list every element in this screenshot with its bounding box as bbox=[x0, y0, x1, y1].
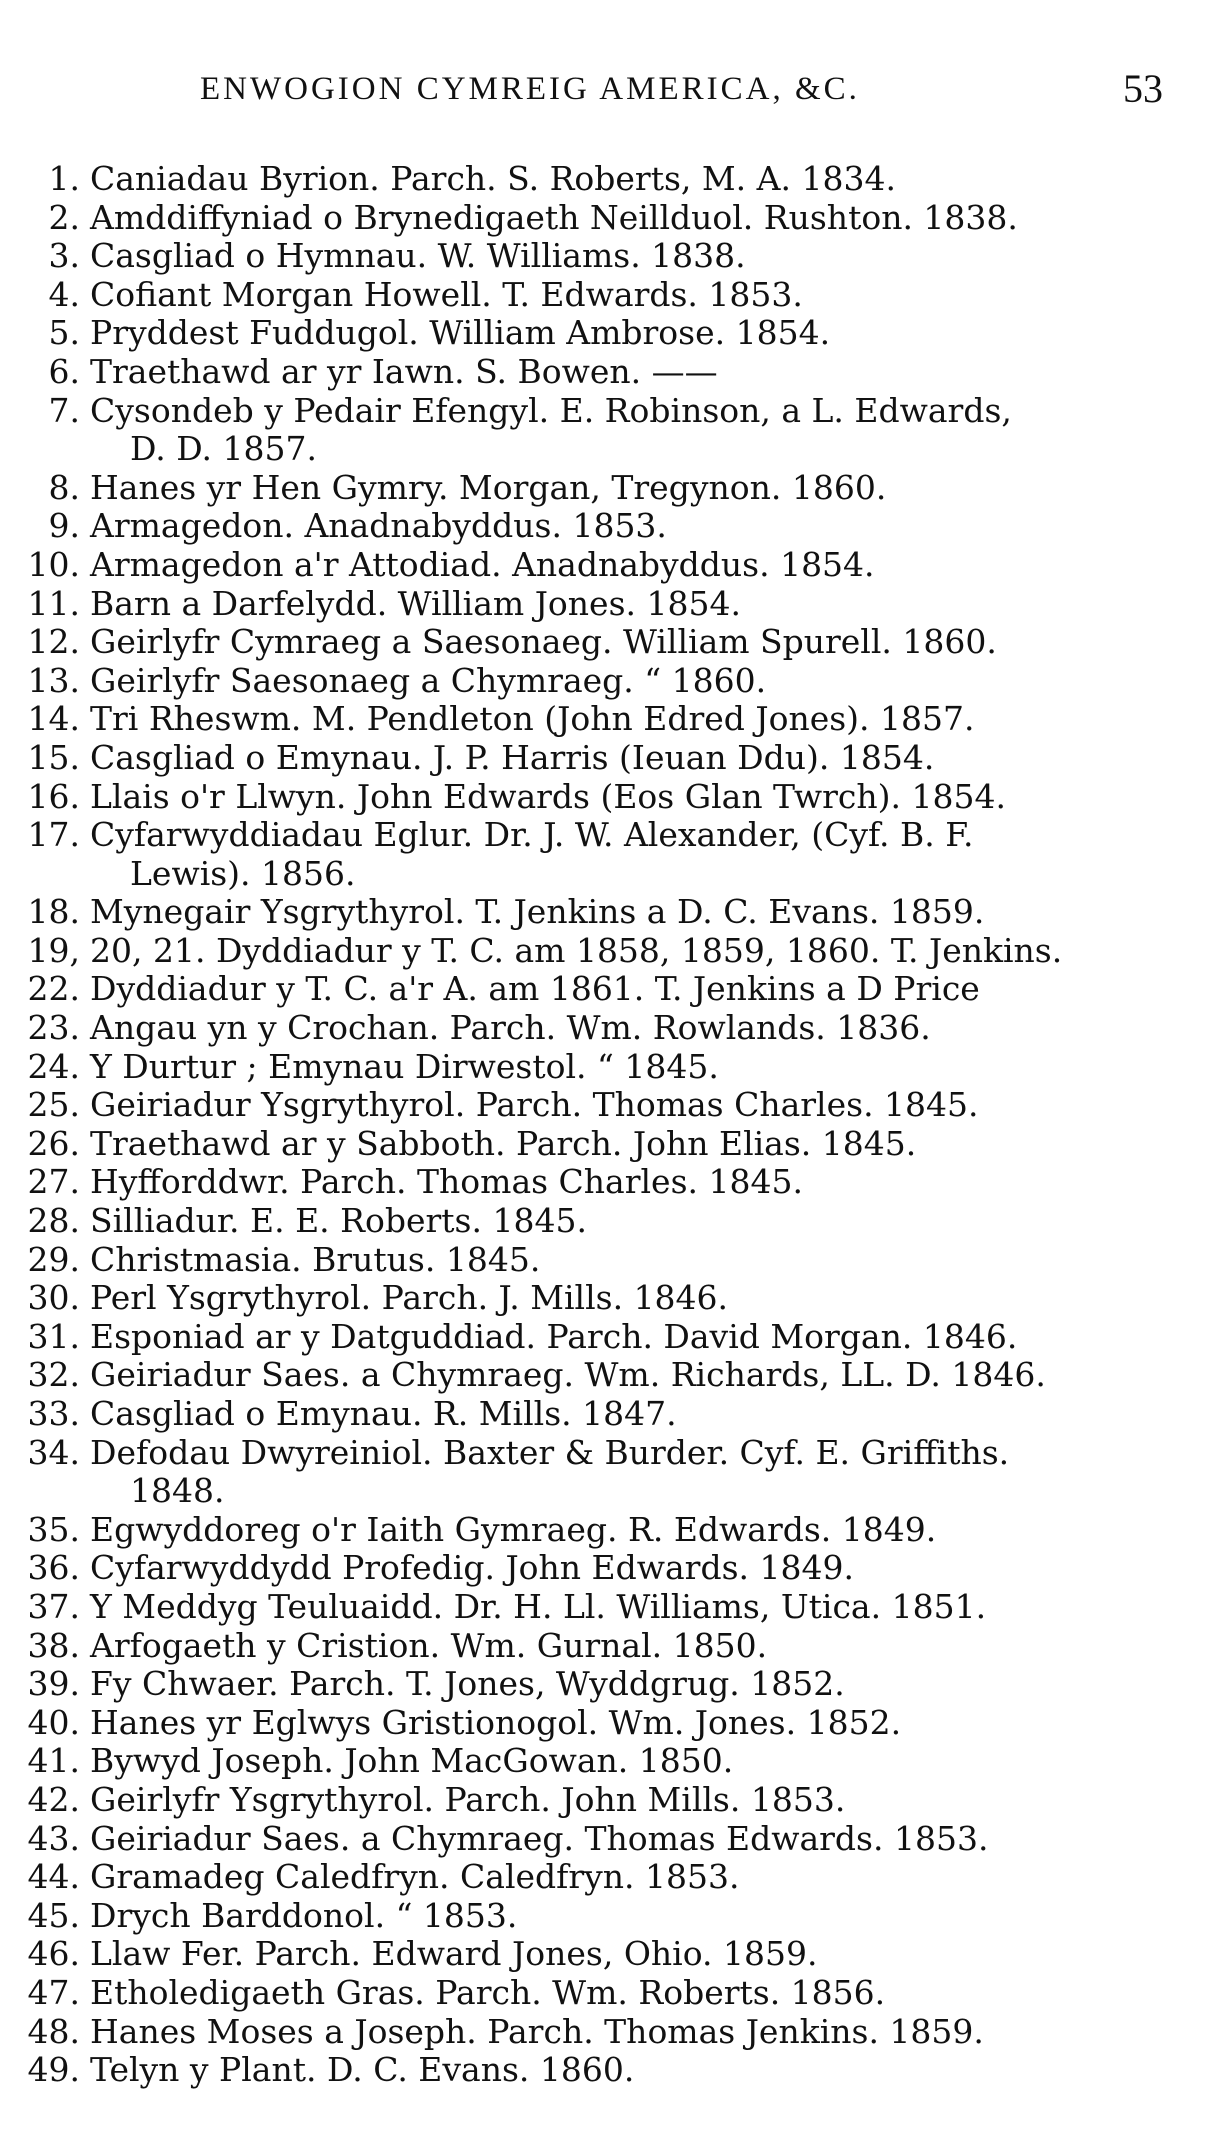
running-head bbox=[200, 64, 1163, 114]
entry-text: Geiriadur Ysgrythyrol. Parch. Thomas Charles. 1845. bbox=[90, 1085, 979, 1125]
entry-text: Llaw Fer. Parch. Edward Jones, Ohio. 1859. bbox=[90, 1934, 818, 1974]
entry-number: 14. bbox=[27, 699, 80, 739]
list-item bbox=[22, 1009, 1172, 1048]
page-number: 53 bbox=[1123, 66, 1163, 111]
entry-text: Bywyd Joseph. John MacGowan. 1850. bbox=[90, 1741, 734, 1781]
entry-text: Caniadau Byrion. Parch. S. Roberts, M. A. 1834. bbox=[90, 159, 896, 198]
list-item bbox=[22, 276, 1172, 315]
entry-text: Hanes yr Hen Gymry. Morgan, Tregynon. 1860. bbox=[90, 467, 887, 507]
entry-continuation: 1848. bbox=[130, 1471, 225, 1511]
list-item bbox=[22, 1048, 1172, 1087]
entry-number: 10. bbox=[27, 544, 80, 584]
list-item bbox=[22, 662, 1172, 701]
list-item bbox=[22, 353, 1172, 392]
list-item bbox=[22, 507, 1172, 546]
entry-text: Traethawd ar y Sabboth. Parch. John Elias. 1845. bbox=[90, 1123, 917, 1163]
list-item bbox=[22, 1627, 1172, 1666]
list-item bbox=[22, 1704, 1172, 1743]
entry-text: Pryddest Fuddugol. William Ambrose. 1854. bbox=[90, 313, 831, 353]
entry-text: Geiriadur Saes. a Chymraeg. Thomas Edwards. 1853. bbox=[90, 1818, 989, 1858]
list-item bbox=[22, 778, 1172, 817]
list-item bbox=[22, 1395, 1172, 1434]
list-item bbox=[22, 1858, 1172, 1897]
entry-number: 47. bbox=[27, 1972, 80, 2012]
list-item bbox=[22, 2051, 1172, 2090]
list-item bbox=[22, 1356, 1172, 1395]
list-item bbox=[22, 585, 1172, 624]
entry-number: 25. bbox=[27, 1085, 80, 1125]
entry-text: Llais o'r Llwyn. John Edwards (Eos Glan Twrch). 1854. bbox=[90, 776, 1006, 816]
entry-number: 38. bbox=[27, 1625, 80, 1665]
entry-text: Gramadeg Caledfryn. Caledfryn. 1853. bbox=[90, 1857, 740, 1897]
entry-number: 15. bbox=[27, 737, 80, 777]
entry-number: 23. bbox=[27, 1008, 80, 1048]
entry-number: 33. bbox=[27, 1394, 80, 1433]
list-item bbox=[22, 314, 1172, 353]
list-item bbox=[22, 199, 1172, 238]
list-item bbox=[22, 1781, 1172, 1820]
list-item bbox=[22, 392, 1172, 469]
list-item bbox=[22, 546, 1172, 585]
entry-text: 20, 21. Dyddiadur y T. C. am 1858, 1859, 1860. T. Jenkins. bbox=[90, 930, 1063, 970]
entry-number: 41. bbox=[27, 1741, 80, 1781]
list-item bbox=[22, 893, 1172, 932]
entry-text: Casgliad o Emynau. J. P. Harris (Ieuan Ddu). 1854. bbox=[90, 737, 935, 777]
entry-text: Cyfarwyddydd Profedig. John Edwards. 1849. bbox=[90, 1548, 854, 1588]
entry-number: 49. bbox=[27, 2050, 80, 2090]
entry-text: Telyn y Plant. D. C. Evans. 1860. bbox=[90, 2050, 635, 2090]
entry-number: 8. bbox=[48, 467, 80, 507]
list-item bbox=[22, 1665, 1172, 1704]
list-item bbox=[22, 1588, 1172, 1627]
entry-continuation: Lewis). 1856. bbox=[130, 853, 356, 893]
entry-text: Armagedon. Anadnabyddus. 1853. bbox=[90, 506, 667, 546]
list-item bbox=[22, 1434, 1172, 1511]
entry-text: Cofiant Morgan Howell. T. Edwards. 1853. bbox=[90, 274, 803, 314]
entry-number: 37. bbox=[27, 1586, 80, 1626]
entry-text: Esponiad ar y Datguddiad. Parch. David Morgan. 1846. bbox=[90, 1316, 1018, 1356]
entry-text: Geiriadur Saes. a Chymraeg. Wm. Richards, LL. D. 1846. bbox=[90, 1355, 1046, 1395]
list-item bbox=[22, 1742, 1172, 1781]
entry-text: Geirlyfr Ysgrythyrol. Parch. John Mills. 1853. bbox=[90, 1779, 846, 1819]
entry-number: 12. bbox=[27, 622, 80, 662]
entry-number: 16. bbox=[27, 776, 80, 816]
entry-number: 18. bbox=[27, 892, 80, 932]
entry-text: Hyfforddwr. Parch. Thomas Charles. 1845. bbox=[90, 1162, 803, 1202]
entry-text: Tri Rheswm. M. Pendleton (John Edred Jones). 1857. bbox=[90, 699, 975, 739]
list-item bbox=[22, 970, 1172, 1009]
entry-number: 2. bbox=[48, 197, 80, 237]
entry-number: 30. bbox=[27, 1278, 80, 1318]
entry-number: 40. bbox=[27, 1702, 80, 1742]
list-item bbox=[22, 1820, 1172, 1859]
entry-number: 11. bbox=[27, 583, 80, 623]
list-item bbox=[22, 469, 1172, 508]
entry-text: Silliadur. E. E. Roberts. 1845. bbox=[90, 1201, 587, 1241]
entry-text: Drych Barddonol. “ 1853. bbox=[90, 1895, 518, 1935]
entry-number: 44. bbox=[27, 1857, 80, 1897]
list-item bbox=[22, 932, 1172, 971]
list-item bbox=[22, 1935, 1172, 1974]
entry-number: 6. bbox=[48, 351, 80, 391]
entry-text: Angau yn y Crochan. Parch. Wm. Rowlands. 1836. bbox=[90, 1008, 931, 1048]
list-item bbox=[22, 623, 1172, 662]
entry-text: Amddiffyniad o Brynedigaeth Neillduol. Rushton. 1838. bbox=[90, 197, 1018, 237]
entry-text: Dyddiadur y T. C. a'r A. am 1861. T. Jenkins a D Price bbox=[90, 969, 980, 1009]
entry-text: Geirlyfr Saesonaeg a Chymraeg. “ 1860. bbox=[90, 660, 767, 700]
list-item bbox=[22, 1125, 1172, 1164]
list-item bbox=[22, 2013, 1172, 2052]
entry-text: Perl Ysgrythyrol. Parch. J. Mills. 1846. bbox=[90, 1278, 729, 1318]
entry-number: 9. bbox=[48, 506, 80, 546]
list-item bbox=[22, 1897, 1172, 1936]
entry-number: 48. bbox=[27, 2011, 80, 2051]
list-item bbox=[22, 1241, 1172, 1280]
entry-number: 31. bbox=[27, 1316, 80, 1356]
entry-number: 34. bbox=[27, 1432, 80, 1472]
list-item bbox=[22, 1974, 1172, 2013]
entry-number: 7. bbox=[48, 390, 80, 430]
list-item bbox=[22, 816, 1172, 893]
entry-number: 46. bbox=[27, 1934, 80, 1974]
entry-text: Fy Chwaer. Parch. T. Jones, Wyddgrug. 1852. bbox=[90, 1664, 845, 1704]
entry-number: 35. bbox=[27, 1509, 80, 1549]
entry-number: 3. bbox=[48, 236, 80, 276]
entry-continuation: D. D. 1857. bbox=[130, 429, 317, 469]
entry-number: 45. bbox=[27, 1895, 80, 1935]
list-item bbox=[22, 1279, 1172, 1318]
entry-number: 13. bbox=[27, 660, 80, 700]
entry-text: Y Durtur ; Emynau Dirwestol. “ 1845. bbox=[90, 1046, 719, 1086]
entry-number: 43. bbox=[27, 1818, 80, 1858]
entry-text: Etholedigaeth Gras. Parch. Wm. Roberts. 1856. bbox=[90, 1972, 886, 2012]
entry-number: 42. bbox=[27, 1779, 80, 1819]
list-item bbox=[22, 237, 1172, 276]
entry-text: Casgliad o Hymnau. W. Williams. 1838. bbox=[90, 236, 746, 276]
entry-text: Egwyddoreg o'r Iaith Gymraeg. R. Edwards. 1849. bbox=[90, 1509, 937, 1549]
entry-number: 19, bbox=[27, 930, 80, 970]
entry-number: 17. bbox=[27, 815, 80, 855]
entry-number: 1. bbox=[48, 159, 80, 198]
entry-text: Hanes yr Eglwys Gristionogol. Wm. Jones. 1852. bbox=[90, 1702, 902, 1742]
list-item bbox=[22, 1202, 1172, 1241]
entry-number: 4. bbox=[48, 274, 80, 314]
entry-number: 26. bbox=[27, 1123, 80, 1163]
list-item bbox=[22, 1511, 1172, 1550]
entry-text: Mynegair Ysgrythyrol. T. Jenkins a D. C. Evans. 1859. bbox=[90, 892, 985, 932]
entry-number: 39. bbox=[27, 1664, 80, 1704]
entry-text: Defodau Dwyreiniol. Baxter & Burder. Cyf. E. Griffiths. bbox=[90, 1432, 1010, 1472]
entry-text: Cyfarwyddiadau Eglur. Dr. J. W. Alexander, (Cyf. B. F. bbox=[90, 815, 974, 855]
entry-number: 36. bbox=[27, 1548, 80, 1588]
entry-text: Traethawd ar yr Iawn. S. Bowen. —— bbox=[90, 351, 718, 391]
entry-number: 27. bbox=[27, 1162, 80, 1202]
entry-text: Geirlyfr Cymraeg a Saesonaeg. William Spurell. 1860. bbox=[90, 622, 997, 662]
entry-number: 32. bbox=[27, 1355, 80, 1395]
list-item bbox=[22, 1549, 1172, 1588]
bibliography-list bbox=[22, 160, 1172, 2090]
entry-text: Arfogaeth y Cristion. Wm. Gurnal. 1850. bbox=[90, 1625, 768, 1665]
entry-number: 28. bbox=[27, 1201, 80, 1241]
list-item bbox=[22, 739, 1172, 778]
list-item bbox=[22, 1163, 1172, 1202]
entry-text: Barn a Darfelydd. William Jones. 1854. bbox=[90, 583, 741, 623]
list-item bbox=[22, 1318, 1172, 1357]
entry-text: Christmasia. Brutus. 1845. bbox=[90, 1239, 541, 1279]
entry-text: Casgliad o Emynau. R. Mills. 1847. bbox=[90, 1394, 677, 1433]
entry-number: 5. bbox=[48, 313, 80, 353]
entry-text: Hanes Moses a Joseph. Parch. Thomas Jenkins. 1859. bbox=[90, 2011, 984, 2051]
entry-text: Y Meddyg Teuluaidd. Dr. H. Ll. Williams, Utica. 1851. bbox=[90, 1586, 987, 1626]
entry-number: 24. bbox=[27, 1046, 80, 1086]
entry-text: Cysondeb y Pedair Efengyl. E. Robinson, a L. Edwards, bbox=[90, 390, 1012, 430]
entry-number: 29. bbox=[27, 1239, 80, 1279]
list-item bbox=[22, 700, 1172, 739]
entry-number: 22. bbox=[27, 969, 80, 1009]
list-item bbox=[22, 160, 1172, 199]
entry-text: Armagedon a'r Attodiad. Anadnabyddus. 1854. bbox=[90, 544, 875, 584]
running-title: ENWOGION CYMREIG AMERICA, &C. bbox=[200, 71, 860, 107]
list-item bbox=[22, 1086, 1172, 1125]
